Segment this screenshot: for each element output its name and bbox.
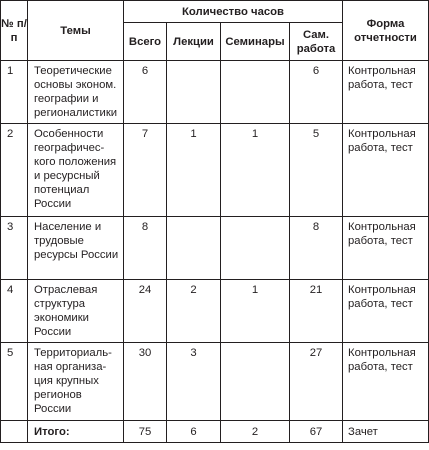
row-seminars: 1 [221,280,290,343]
header-seminars: Семинары [221,23,290,61]
header-report-form: Форма отчетности [343,1,429,61]
header-row-top [1,1,429,23]
table-row [1,61,429,124]
row-topic: Отраслевая структура экономики России [28,280,124,343]
header-total: Всего [124,23,167,61]
row-lectures: 2 [167,280,221,343]
row-seminars [221,61,290,124]
row-total: 30 [124,343,167,421]
header-topics: Темы [28,1,124,61]
row-num: 3 [1,217,28,280]
total-lectures: 6 [167,421,221,443]
total-label: Итого: [28,421,124,443]
row-topic: Особенности географического положения и ресурсный потенциал России [28,124,124,217]
table-row [1,343,429,421]
row-total: 24 [124,280,167,343]
row-form: Контрольная работа, тест [343,217,429,280]
row-seminars: 1 [221,124,290,217]
total-self-work: 67 [290,421,343,443]
table-row [1,280,429,343]
total-total: 75 [124,421,167,443]
row-form: Контрольная работа, тест [343,61,429,124]
row-self-work: 27 [290,343,343,421]
row-num: 2 [1,124,28,217]
total-seminars: 2 [221,421,290,443]
row-self-work: 8 [290,217,343,280]
row-lectures: 1 [167,124,221,217]
total-num [1,421,28,443]
row-self-work: 6 [290,61,343,124]
row-lectures [167,61,221,124]
row-num: 1 [1,61,28,124]
row-topic: Территориальная организация крупных регионов России [28,343,124,421]
row-form: Контрольная работа, тест [343,280,429,343]
header-num: № п/п [1,1,28,61]
row-topic: Население и трудовые ресурсы России [28,217,124,280]
total-row [1,421,429,443]
row-seminars [221,217,290,280]
table-row [1,124,429,217]
header-hours-group: Количество часов [124,1,343,23]
row-form: Контрольная работа, тест [343,343,429,421]
row-num: 4 [1,280,28,343]
row-lectures: 3 [167,343,221,421]
header-lectures: Лекции [167,23,221,61]
table-row [1,217,429,280]
row-total: 6 [124,61,167,124]
row-self-work: 5 [290,124,343,217]
row-num: 5 [1,343,28,421]
total-form: Зачет [343,421,429,443]
row-topic: Теоретические основы эконом. географии и регионалистики [28,61,124,124]
row-total: 8 [124,217,167,280]
row-lectures [167,217,221,280]
row-self-work: 21 [290,280,343,343]
header-self-work: Сам. работа [290,23,343,61]
row-form: Контрольная работа, тест [343,124,429,217]
row-seminars [221,343,290,421]
row-total: 7 [124,124,167,217]
